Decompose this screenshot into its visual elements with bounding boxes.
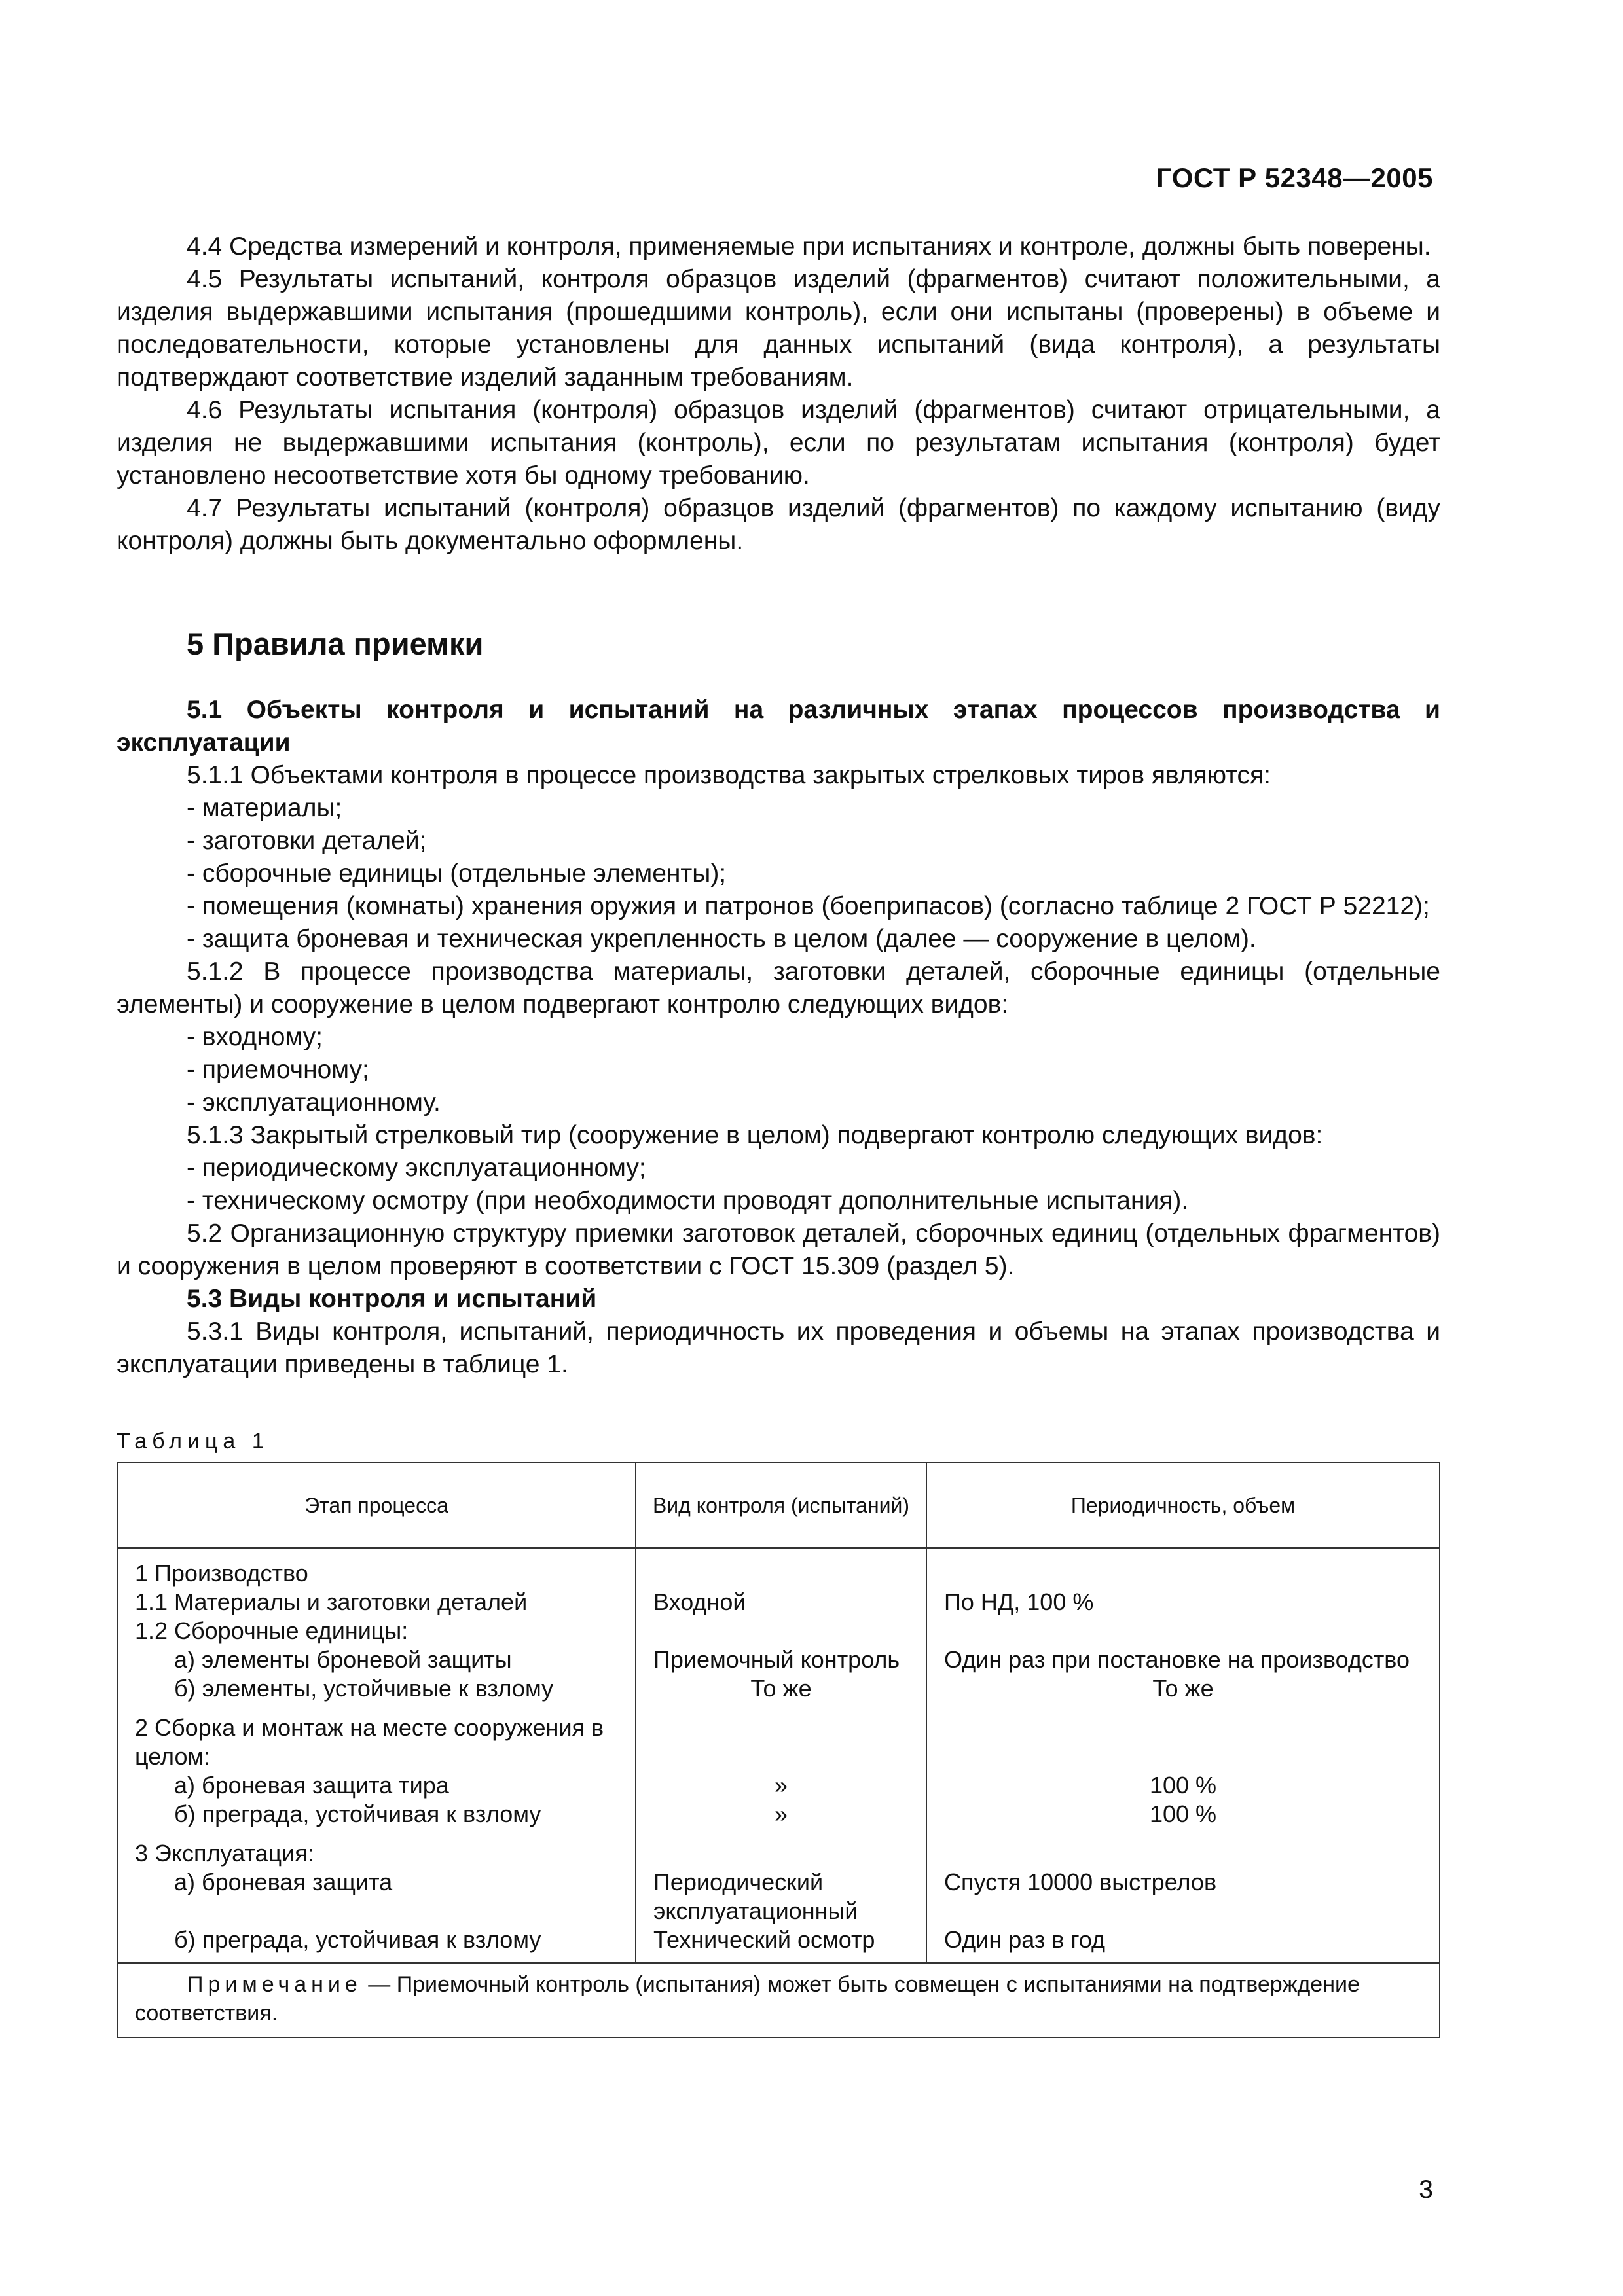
period-text: 100 % (1149, 1772, 1217, 1799)
kind-text: Периодический эксплуатационный (653, 1869, 858, 1924)
paragraph-5-1-3: 5.1.3 Закрытый стрелковый тир (сооружение в целом) подвергают контролю следующих видов: (187, 1121, 1323, 1149)
stage-text: 1.1 Материалы и заготовки деталей (135, 1588, 528, 1615)
list-item: - материалы; (187, 794, 342, 822)
table-header-row (117, 1463, 1440, 1548)
table-note (117, 1963, 1440, 2037)
kind-text: Приемочный контроль (653, 1646, 900, 1673)
period-cell (926, 1703, 1440, 1829)
kind-text: Технический осмотр (653, 1926, 875, 1953)
kind-text: То же (750, 1675, 812, 1702)
period-text: Один раз при постановке на производство (944, 1646, 1410, 1673)
kind-cell (636, 1829, 926, 1963)
stage-text: а) элементы броневой защиты (174, 1646, 512, 1673)
period-cell (926, 1829, 1440, 1963)
stage-cell (117, 1703, 636, 1829)
paragraph-5-1-1: 5.1.1 Объектами контроля в процессе производства закрытых стрелковых тиров являются: (187, 761, 1271, 789)
list-item: - техническому осмотру (при необходимости проводят дополнительные испытания). (187, 1187, 1189, 1215)
kind-text: » (774, 1801, 788, 1827)
paragraph-4-6: 4.6 Результаты испытания (контроля) образцов изделий (фрагментов) считают отрицательными, а изделия не выдержавшими испытания (контроль), если по результатам испытания (контроля) будет установлено несоответствие хотя бы одному требованию. (117, 396, 1440, 490)
list-item: - входному; (187, 1023, 323, 1051)
note-label: Примечание (187, 1972, 362, 1997)
note-text: — Приемочный контроль (испытания) может быть совмещен с испытаниями на подтверждение соответствия. (135, 1972, 1360, 2026)
period-text: То же (1152, 1675, 1214, 1702)
paragraph-5-3-1: 5.3.1 Виды контроля, испытаний, периодичность их проведения и объемы на этапах производства и эксплуатации приведены в таблице 1. (117, 1318, 1440, 1378)
paragraph-5-1-2: 5.1.2 В процессе производства материалы, заготовки деталей, сборочные единицы (отдельные элементы) и сооружение в целом подвергают контролю следующих видов: (117, 958, 1440, 1018)
list-item: - заготовки деталей; (187, 827, 427, 855)
stage-cell (117, 1829, 636, 1963)
list-item: - эксплуатационному. (187, 1088, 441, 1117)
period-text: 100 % (1149, 1801, 1217, 1827)
period-text: Один раз в год (944, 1926, 1106, 1953)
kind-text: Входной (653, 1588, 746, 1615)
header-kind: Вид контроля (испытаний) (636, 1463, 926, 1548)
stage-text: б) элементы, устойчивые к взлому (174, 1675, 554, 1702)
standard-code-header: ГОСТ Р 52348—2005 (1156, 162, 1433, 193)
header-period: Периодичность, объем (926, 1463, 1440, 1548)
list-item: - помещения (комнаты) хранения оружия и патронов (боеприпасов) (согласно таблице 2 ГОСТ Р 52212); (187, 892, 1430, 920)
paragraph-4-4: 4.4 Средства измерений и контроля, применяемые при испытаниях и контроле, должны быть поверены. (187, 232, 1431, 260)
page-content (117, 230, 1440, 2038)
kind-cell (636, 1548, 926, 1703)
stage-text: 1.2 Сборочные единицы: (135, 1617, 409, 1644)
control-types-table (117, 1462, 1440, 2038)
stage-text: 2 Сборка и монтаж на месте сооружения в целом: (135, 1714, 604, 1770)
stage-cell (117, 1548, 636, 1703)
paragraph-4-7: 4.7 Результаты испытаний (контроля) образцов изделий (фрагментов) по каждому испытанию (виду контроля) должны быть документально оформлены. (117, 494, 1440, 555)
subsection-5-3-heading: 5.3 Виды контроля и испытаний (187, 1285, 597, 1313)
table-label: Таблица 1 (117, 1429, 270, 1454)
section-5-title: 5 Правила приемки (187, 626, 484, 661)
subsection-5-1-heading: 5.1 Объекты контроля и испытаний на различных этапах процессов производства и эксплуатации (117, 696, 1440, 757)
table-row (117, 1703, 1440, 1829)
stage-text: а) броневая защита (174, 1869, 393, 1895)
kind-cell (636, 1703, 926, 1829)
period-cell (926, 1548, 1440, 1703)
page-number: 3 (1419, 2176, 1433, 2204)
stage-text: 1 Производство (135, 1560, 308, 1587)
period-text: По НД, 100 % (944, 1588, 1094, 1615)
list-item: - приемочному; (187, 1056, 369, 1084)
stage-text: а) броневая защита тира (174, 1772, 449, 1799)
stage-text: б) преграда, устойчивая к взлому (174, 1801, 541, 1827)
stage-text: б) преграда, устойчивая к взлому (174, 1926, 541, 1953)
list-item: - периодическому эксплуатационному; (187, 1154, 646, 1182)
table-note-row (117, 1963, 1440, 2037)
period-text: Спустя 10000 выстрелов (944, 1869, 1217, 1895)
paragraph-5-2: 5.2 Организационную структуру приемки заготовок деталей, сборочных единиц (отдельных фрагментов) и сооружения в целом проверяют в соответствии с ГОСТ 15.309 (раздел 5). (117, 1219, 1440, 1280)
header-stage: Этап процесса (117, 1463, 636, 1548)
list-item: - сборочные единицы (отдельные элементы); (187, 859, 727, 888)
table-row (117, 1548, 1440, 1703)
table-row (117, 1829, 1440, 1963)
paragraph-4-5: 4.5 Результаты испытаний, контроля образцов изделий (фрагментов) считают положительными, а изделия выдержавшими испытания (прошедшими контроль), если они испытаны (проверены) в объеме и последовательности, которые установлены для данных испытаний (вида контроля), а результаты подтверждают соответствие изделий заданным требованиям. (117, 265, 1440, 391)
kind-text: » (774, 1772, 788, 1799)
stage-text: 3 Эксплуатация: (135, 1840, 314, 1867)
list-item: - защита броневая и техническая укрепленность в целом (далее — сооружение в целом). (187, 925, 1256, 953)
